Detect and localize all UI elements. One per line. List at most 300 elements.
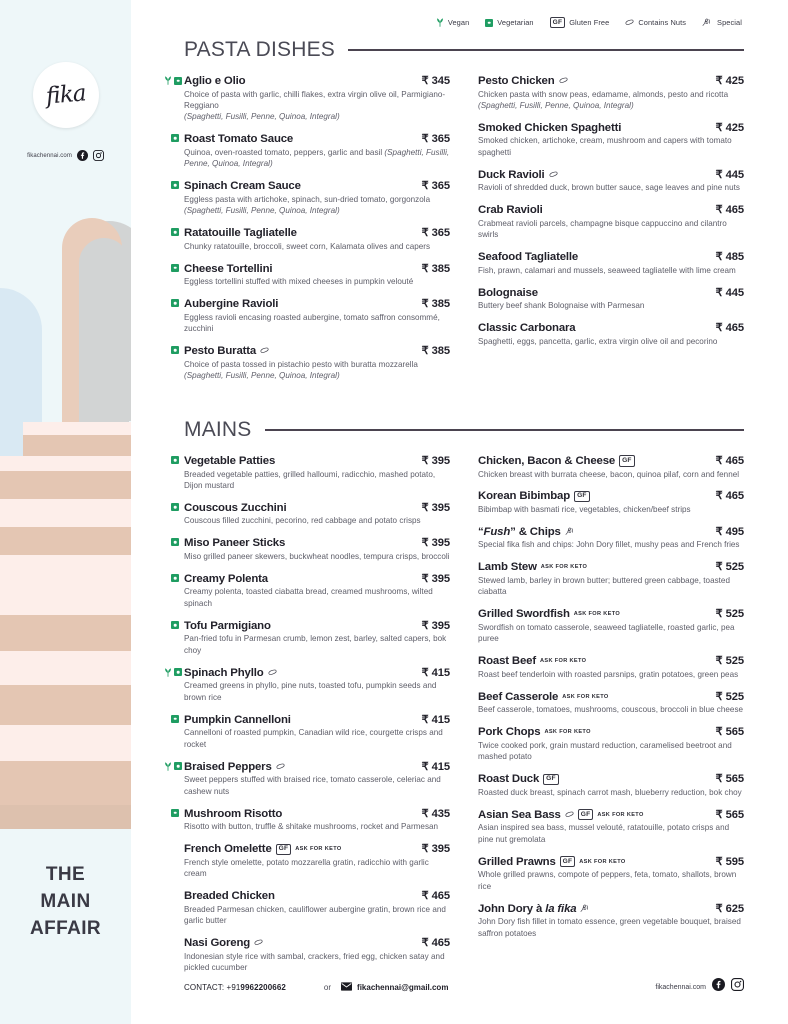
menu-item [478, 286, 744, 312]
gluten-free-icon: GF [276, 844, 292, 855]
menu-item-name-group [184, 890, 275, 902]
menu-item-price: ₹ 485 [715, 251, 744, 264]
tagline-line-3: AFFAIR [29, 917, 101, 939]
menu-item-name: Mushroom Risotto [184, 807, 283, 820]
menu-item-description: Indonesian style rice with sambal, crackers, fried egg, chicken satay and pickled cucumber [184, 951, 445, 973]
decorative-step [0, 725, 131, 761]
menu-item [184, 889, 450, 926]
decorative-step [0, 761, 131, 805]
menu-item-name: Cheese Tortellini [184, 262, 273, 275]
menu-item-price: ₹ 465 [715, 455, 744, 467]
diet-icon-group [171, 299, 179, 307]
menu-item-description: Chunky ratatouille, broccoli, sweet corn, Kalamata olives and capers [184, 241, 431, 251]
menu-item-price: ₹ 465 [715, 204, 744, 217]
or-separator: or [323, 982, 332, 992]
menu-item [184, 619, 450, 656]
vegetarian-icon [171, 134, 179, 142]
menu-item-price: ₹ 465 [715, 322, 744, 335]
menu-item-description: Miso grilled paneer skewers, buckwheat noodles, tempura crisps, broccoli [184, 551, 450, 561]
menu-item-header [184, 619, 450, 632]
email-block[interactable] [341, 978, 448, 996]
menu-item-name: Miso Paneer Sticks [184, 537, 286, 550]
vegan-icon [436, 18, 444, 27]
menu-item-description: Eggless pasta with artichoke, spinach, sun-dried tomato, gorgonzola [184, 194, 431, 204]
menu-item [184, 666, 450, 703]
legend-item-contains-nuts [625, 18, 686, 27]
decorative-step [0, 471, 131, 499]
menu-item-name-group [184, 573, 268, 585]
menu-item-header [478, 560, 744, 573]
contains-nuts-icon [276, 763, 285, 771]
diet-icon-group [171, 264, 179, 272]
vegetarian-icon [174, 668, 182, 676]
section-title: MAINS [184, 418, 252, 441]
menu-item-description: Creamed greens in phyllo, pine nuts, toasted tofu, pumpkin seeds and brown rice [184, 681, 437, 702]
menu-item-header [184, 132, 450, 145]
contact-label: CONTACT: [184, 982, 225, 992]
menu-item-name-group [478, 322, 575, 334]
diet-icon-group [171, 574, 179, 582]
decorative-step [0, 555, 131, 585]
gluten-free-icon: GF [578, 809, 594, 820]
menu-item-header [184, 501, 450, 514]
menu-item [478, 203, 744, 240]
menu-item-header [184, 344, 450, 357]
diet-icon-group [171, 346, 179, 354]
menu-item-price: ₹ 415 [421, 666, 450, 679]
menu-item-header [184, 226, 450, 239]
menu-item-header [478, 203, 744, 216]
menu-item-name-group [184, 714, 291, 726]
menu-item [184, 226, 450, 252]
facebook-icon[interactable] [77, 150, 88, 161]
menu-item-price: ₹ 385 [421, 298, 450, 311]
menu-item-name-group [478, 773, 559, 785]
menu-item-description: Choice of pasta with garlic, chilli flakes, extra virgin olive oil, Parmigiano-Reggiano [184, 89, 446, 110]
contains-nuts-icon [254, 939, 263, 947]
menu-item-name: Nasi Goreng [184, 937, 251, 950]
menu-item-description: Cannelloni of roasted pumpkin, Canadian wild rice, courgette crisps and rocket [184, 728, 443, 749]
menu-item-name-group [478, 561, 587, 573]
vegetarian-icon [174, 762, 182, 770]
vegetarian-icon [171, 538, 179, 546]
menu-item-name: “Fush” & Chips [478, 525, 561, 538]
menu-item [478, 168, 744, 194]
menu-item-name-group [184, 537, 285, 549]
legend-label: Special [717, 18, 742, 28]
menu-item-name-group [478, 75, 568, 87]
menu-item-name: Vegetable Patties [184, 455, 276, 467]
menu-item-price: ₹ 525 [715, 608, 744, 621]
menu-item-variants: (Spaghetti, Fusilli, Penne, Quinoa, Integral) [184, 371, 340, 381]
ask-for-keto-badge: ASK FOR KETO [562, 693, 609, 700]
menu-item-name: Classic Carbonara [478, 322, 576, 335]
menu-item [184, 536, 450, 562]
menu-item-name-group [184, 298, 278, 310]
menu-item [184, 74, 450, 123]
menu-item-price: ₹ 395 [421, 537, 450, 550]
logo-wordmark: fika [45, 80, 87, 110]
menu-item-price: ₹ 365 [421, 133, 450, 146]
decorative-step [0, 805, 131, 829]
gluten-free-icon: GF [543, 774, 559, 785]
menu-item-price: ₹ 525 [715, 690, 744, 703]
menu-item-price: ₹ 385 [421, 345, 450, 358]
menu-item-name: Ratatouille Tagliatelle [184, 227, 297, 240]
instagram-icon[interactable] [93, 150, 104, 161]
menu-item [478, 560, 744, 597]
diet-icon-group [164, 76, 182, 85]
menu-item-description: Choice of pasta tossed in pistachio pesto with buratta mozzarella [184, 359, 418, 369]
menu-item-header [184, 936, 450, 949]
menu-item-variants: (Spaghetti, Fusilli, Penne, Quinoa, Integral) [478, 100, 634, 110]
fika-logo [33, 62, 99, 128]
menu-item-variants: (Spaghetti, Fusilli, Penne, Quinoa, Integral) [184, 147, 450, 169]
menu-item-header [184, 74, 450, 87]
diet-icon-group [171, 621, 179, 629]
menu-item-description: Swordfish on tomato casserole, seaweed tagliatelle, roasted garlic, pea puree [478, 622, 735, 644]
menu-item-header [478, 607, 744, 620]
menu-item-header [478, 489, 744, 502]
menu-item-name: Seafood Tagliatelle [478, 251, 579, 264]
menu-item-name-group [478, 455, 635, 467]
menu-column-left [184, 74, 450, 391]
menu-item-header [184, 262, 450, 275]
menu-item-name-group [184, 263, 272, 275]
menu-item-header [478, 772, 744, 785]
menu-item-price: ₹ 395 [421, 572, 450, 585]
menu-item-name-group [478, 691, 609, 703]
vegetarian-icon [171, 456, 179, 464]
menu-item-price: ₹ 565 [715, 773, 744, 786]
diet-icon-group [171, 809, 179, 817]
menu-item [478, 607, 744, 644]
menu-item-header [184, 572, 450, 585]
menu-item-variants: (Spaghetti, Fusilli, Penne, Quinoa, Integral) [184, 112, 340, 122]
gluten-free-icon: GF [619, 455, 635, 466]
instagram-icon[interactable] [731, 978, 744, 996]
menu-item-name: French Omelette [184, 843, 272, 856]
menu-item-header [478, 690, 744, 703]
ask-for-keto-badge: ASK FOR KETO [544, 729, 591, 736]
menu-item-header [184, 807, 450, 820]
tagline-line-2: MAIN [40, 890, 91, 912]
menu-item-description: Chicken breast with burrata cheese, bacon, quinoa pilaf, corn and fennel [478, 469, 740, 479]
menu-item-name-group [478, 726, 591, 738]
vegan-icon [164, 76, 172, 85]
diet-icon-group [171, 503, 179, 511]
diet-icon-group [171, 134, 179, 142]
menu-item [184, 842, 450, 879]
decorative-step [23, 435, 131, 456]
section-mains [184, 418, 744, 983]
section-rule [348, 49, 744, 51]
menu-item-header [478, 121, 744, 134]
vegetarian-icon [171, 181, 179, 189]
phone-number[interactable]: 9962200662 [240, 982, 286, 992]
section-title: PASTA DISHES [184, 38, 335, 61]
sidebar-tagline [0, 862, 131, 943]
menu-item-price: ₹ 465 [421, 937, 450, 950]
menu-item-header [184, 454, 450, 467]
vegan-icon [164, 668, 172, 677]
ask-for-keto-badge: ASK FOR KETO [295, 846, 342, 853]
menu-item-header [478, 855, 744, 868]
menu-item-description: Ravioli of shredded duck, brown butter sauce, sage leaves and pine nuts [478, 183, 740, 193]
menu-item [184, 179, 450, 216]
vegetarian-icon [171, 503, 179, 511]
menu-item [184, 807, 450, 833]
menu-item-name-group [184, 502, 287, 514]
menu-item-header [184, 842, 450, 855]
menu-item-price: ₹ 445 [715, 286, 744, 299]
menu-item [478, 489, 744, 515]
menu-item-price: ₹ 595 [715, 855, 744, 868]
menu-item-name: John Dory à la fika [478, 902, 577, 915]
menu-item [478, 725, 744, 762]
menu-item-price: ₹ 365 [421, 180, 450, 193]
menu-item-header [478, 250, 744, 263]
menu-item-price: ₹ 525 [715, 561, 744, 574]
menu-item-name-group [478, 490, 590, 502]
menu-item-description: Chicken pasta with snow peas, edamame, almonds, pesto and ricotta [478, 89, 729, 99]
menu-item-name-group [478, 856, 626, 868]
menu-item-name: Aubergine Ravioli [184, 298, 279, 311]
menu-item-header [184, 536, 450, 549]
facebook-icon[interactable] [712, 978, 725, 996]
menu-item [478, 855, 744, 892]
menu-item-header [184, 179, 450, 192]
menu-item [478, 654, 744, 680]
sidebar-website-text: fikachennai.com [27, 152, 72, 159]
menu-item-price: ₹ 625 [715, 902, 744, 915]
contains-nuts-icon [559, 77, 568, 85]
decorative-step [0, 651, 131, 685]
menu-page [131, 0, 788, 1024]
menu-item-name-group [184, 133, 293, 145]
legend-label: Vegetarian [497, 18, 534, 28]
menu-item [478, 74, 744, 111]
menu-item-header [478, 454, 744, 467]
menu-item-description: Smoked chicken, artichoke, cream, mushroom and capers with tomato spaghetti [478, 136, 732, 157]
decorative-step [0, 456, 131, 471]
menu-item-description: Stewed lamb, barley in brown butter; buttered green cabbage, toasted ciabatta [478, 575, 730, 597]
sidebar-social-row [0, 150, 131, 161]
ask-for-keto-badge: ASK FOR KETO [540, 564, 588, 571]
diet-icon-group [171, 181, 179, 189]
menu-item-price: ₹ 385 [421, 262, 450, 275]
section-pasta-dishes [184, 38, 744, 391]
decorative-step [0, 685, 131, 725]
decorative-step [0, 585, 131, 615]
menu-item-header [478, 654, 744, 667]
menu-item-name: Pesto Chicken [478, 75, 555, 87]
menu-item-name: Lamb Stew [478, 561, 537, 574]
menu-item-name: Pumpkin Cannelloni [184, 713, 291, 726]
menu-column-right [478, 454, 744, 983]
menu-item-header [478, 725, 744, 738]
menu-item [184, 936, 450, 973]
menu-item [478, 902, 744, 939]
menu-item-price: ₹ 425 [715, 75, 744, 87]
menu-item-name: Roast Beef [478, 655, 537, 668]
menu-item-price: ₹ 465 [715, 490, 744, 503]
menu-item-description: Eggless ravioli encasing roasted aubergine, tomato saffron consommé, zucchini [184, 312, 440, 334]
phone-prefix: +91 [226, 982, 241, 992]
legend-item-gluten-free [550, 17, 610, 28]
menu-item-description: Spaghetti, eggs, pancetta, garlic, extra virgin olive oil and pecorino [478, 336, 718, 346]
special-icon [702, 18, 713, 27]
menu-item-description: Pan-fried tofu in Parmesan crumb, lemon zest, barley, salted capers, bok choy [184, 634, 447, 655]
dietary-legend [436, 17, 742, 28]
menu-item-price: ₹ 445 [715, 168, 744, 181]
menu-item-header [184, 297, 450, 310]
menu-item [184, 713, 450, 750]
menu-item-header [478, 286, 744, 299]
menu-item-description: Fish, prawn, calamari and mussels, seaweed tagliatelle with lime cream [478, 265, 736, 275]
diet-icon-group [171, 715, 179, 723]
menu-item [478, 454, 744, 480]
menu-item-header [184, 713, 450, 726]
menu-item-name: Grilled Prawns [478, 855, 556, 868]
footer-social [655, 978, 744, 996]
diet-icon-group [164, 668, 182, 677]
menu-item-name-group [184, 667, 277, 679]
menu-item-name: Crab Ravioli [478, 204, 543, 217]
menu-item-price: ₹ 525 [715, 655, 744, 668]
contact-info [184, 983, 286, 992]
menu-item-name-group [184, 227, 297, 239]
menu-item-name: Grilled Swordfish [478, 608, 570, 621]
diet-icon-group [171, 538, 179, 546]
menu-item-description: Whole grilled prawns, compote of peppers, feta, tomato, shallots, brown rice [478, 870, 737, 891]
section-header [184, 38, 744, 62]
menu-item-description: Quinoa, oven-roasted tomato, peppers, garlic and basil (Spaghetti, Fusilli, Penne, Quinoa, Integral) [184, 147, 450, 169]
menu-item-name: Pesto Buratta [184, 345, 257, 358]
menu-item-name: Aglio e Olio [184, 75, 246, 87]
menu-item-description: Risotto with button, truffle & shitake mushrooms, rocket and Parmesan [184, 822, 439, 832]
menu-item-header [184, 666, 450, 679]
menu-item-variants: (Spaghetti, Fusilli, Penne, Quinoa, Integral) [184, 206, 340, 216]
menu-item-name: Creamy Polenta [184, 572, 268, 585]
vegetarian-icon [171, 809, 179, 817]
menu-item-name: Tofu Parmigiano [184, 619, 271, 632]
menu-item-header [478, 808, 744, 821]
menu-item-header [478, 902, 744, 915]
section-header [184, 418, 744, 442]
menu-item-description: Asian inspired sea bass, mussel velouté, ratatouille, potato crisps and pine nut gremolata [478, 823, 730, 844]
menu-item-description: Twice cooked pork, grain mustard reduction, caramelised beetroot and mashed potato [478, 740, 732, 762]
menu-item-description: John Dory fish fillet in tomato essence, green vegetable bouquet, braised saffron potatoes [478, 917, 741, 938]
menu-item-name: Pork Chops [478, 726, 541, 739]
menu-item-price: ₹ 415 [421, 760, 450, 773]
menu-item [184, 760, 450, 797]
menu-item-name-group [184, 843, 342, 855]
menu-item [184, 344, 450, 381]
contains-nuts-icon [268, 669, 277, 677]
ask-for-keto-badge: ASK FOR KETO [579, 858, 626, 865]
menu-item-description: Roasted duck breast, spinach carrot mash, blueberry reduction, bok choy [478, 787, 742, 797]
menu-item [184, 262, 450, 288]
vegetarian-icon [171, 346, 179, 354]
gluten-free-icon: GF [550, 17, 566, 28]
menu-item-name-group [478, 903, 591, 915]
menu-item-name: Breaded Chicken [184, 890, 275, 903]
menu-item-price: ₹ 395 [421, 455, 450, 467]
menu-item-name-group [478, 169, 558, 181]
menu-item-header [184, 760, 450, 773]
menu-item-header [478, 74, 744, 87]
menu-item-name-group [184, 761, 285, 773]
menu-item-name-group [184, 455, 275, 467]
menu-item-name-group [184, 808, 282, 820]
menu-item [184, 501, 450, 527]
menu-item [184, 572, 450, 609]
vegetarian-icon [171, 264, 179, 272]
menu-item-description: Special fika fish and chips: John Dory fillet, mushy peas and French fries [478, 540, 740, 550]
email-address[interactable]: fikachennai@gmail.com [357, 982, 449, 992]
menu-item-description: French style omelette, potato mozzarella gratin, radicchio with garlic cream [184, 857, 429, 879]
legend-item-vegan [436, 18, 469, 27]
gluten-free-icon: GF [560, 856, 576, 867]
menu-item-name-group [478, 251, 578, 263]
menu-item-price: ₹ 465 [421, 890, 450, 903]
decorative-step [0, 527, 131, 555]
menu-item-name: Duck Ravioli [478, 168, 545, 181]
vegetarian-icon [171, 299, 179, 307]
menu-item-description: Beef casserole, tomatoes, mushrooms, couscous, broccoli in blue cheese [478, 705, 744, 715]
menu-item-name-group [184, 180, 301, 192]
menu-item [184, 454, 450, 491]
menu-item-name: Roast Tomato Sauce [184, 133, 294, 146]
menu-item [478, 250, 744, 276]
legend-label: Contains Nuts [638, 18, 687, 28]
menu-item-price: ₹ 395 [421, 619, 450, 632]
menu-item-price: ₹ 435 [421, 807, 450, 820]
decorative-step [0, 615, 131, 651]
menu-item-name: Smoked Chicken Spaghetti [478, 121, 622, 134]
menu-item-name: Korean Bibimbap [478, 490, 571, 503]
diet-icon-group [171, 228, 179, 236]
decorative-step [0, 499, 131, 527]
menu-item-description: Couscous filled zucchini, pecorino, red cabbage and potato crisps [184, 516, 421, 526]
menu-item-description: Eggless tortellini stuffed with mixed cheeses in pumpkin velouté [184, 277, 414, 287]
ask-for-keto-badge: ASK FOR KETO [540, 658, 587, 665]
special-icon [565, 527, 576, 536]
menu-item-description: Bibimbap with basmati rice, vegetables, chicken/beef strips [478, 504, 691, 514]
vegetarian-icon [171, 715, 179, 723]
section-rule [265, 429, 744, 431]
menu-item-name: Asian Sea Bass [478, 808, 561, 821]
menu-item-price: ₹ 395 [421, 843, 450, 856]
menu-item-name-group [184, 75, 245, 87]
menu-item [478, 525, 744, 551]
menu-item-name-group [478, 122, 621, 134]
menu-item-name-group [478, 608, 620, 620]
menu-item-description: Creamy polenta, toasted ciabatta bread, creamed mushrooms, wilted spinach [184, 587, 433, 608]
contains-nuts-icon [625, 19, 634, 27]
menu-item-name-group [184, 620, 271, 632]
menu-item-header [478, 168, 744, 181]
ask-for-keto-badge: ASK FOR KETO [597, 811, 644, 818]
menu-item-name-group [478, 204, 543, 216]
menu-item [478, 690, 744, 716]
vegetarian-icon [485, 19, 493, 27]
menu-item-header [478, 321, 744, 334]
menu-item-price: ₹ 565 [715, 808, 744, 821]
vegetarian-icon [174, 77, 182, 85]
menu-item-name: Bolognaise [478, 286, 538, 299]
